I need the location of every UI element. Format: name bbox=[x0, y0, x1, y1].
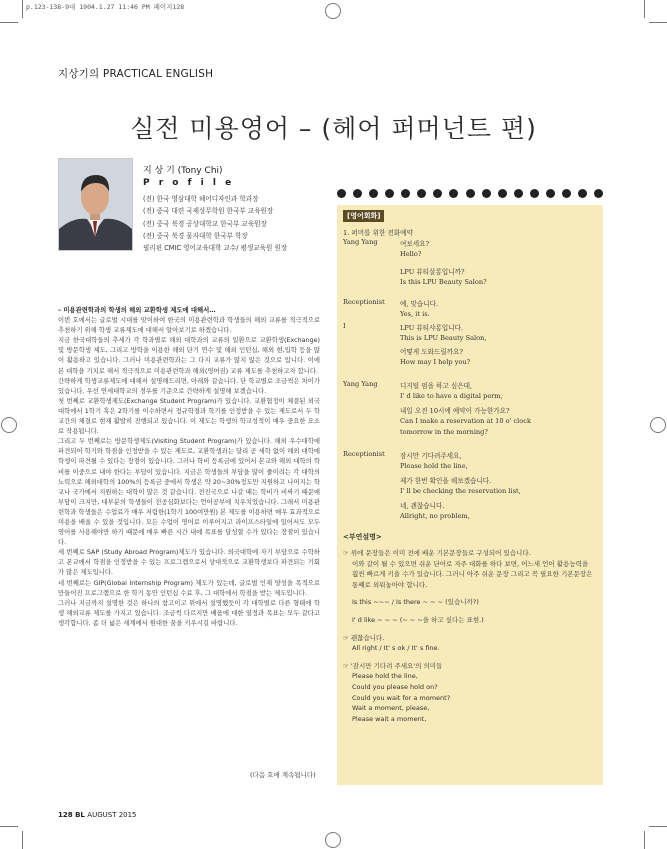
article-paragraph: 이번 호에서는 글로벌 시대를 맞이하여 한국의 미용관련학과 학생들의 해외 교류를 적극적으로 추천하기 위해 학생 교류제도에 대해서 알아보기로 하겠습니다. bbox=[58, 317, 320, 335]
article-paragraph: 세 번째로 SAP (Study Abroad Program)제도가 있습니다. 외국대학에 자기 부담으로 수학하고 본교에서 학점을 인정받을 수 있는 프로그램으로서 상대적으로 교환학생보다 파견되는 기회가 많은 제도입니다. bbox=[58, 549, 320, 577]
dot-icon bbox=[578, 189, 587, 198]
dot-icon bbox=[498, 189, 507, 198]
crop-mark bbox=[649, 826, 667, 827]
dialogue-line: Please hold the line, bbox=[400, 462, 468, 470]
profile-item: 필리핀 CMIC 영어교육대학 교수/ 평생교육원 원장 bbox=[143, 244, 288, 253]
dialogue-line: I' ll be checking the reservation list, bbox=[400, 487, 521, 495]
author-portrait-icon bbox=[59, 159, 132, 250]
dialogue-heading: 1. 퍼머를 위한 전화예약 bbox=[343, 229, 413, 237]
note-item: I' d like ~ ~ ~ (~ ~ ~을 하고 싶다는 표현.) bbox=[352, 615, 484, 624]
notes-heading: <부연설명> bbox=[343, 533, 382, 541]
crop-mark bbox=[22, 831, 23, 849]
dot-icon bbox=[337, 189, 346, 198]
article-lead: – 미용관련학과의 학생의 해외 교환학생 제도에 대해서… bbox=[58, 307, 216, 314]
dialogue-speaker: I bbox=[343, 322, 346, 330]
profile-heading: P r o f i l e bbox=[143, 178, 235, 188]
dot-icon bbox=[369, 189, 378, 198]
crop-mark bbox=[644, 0, 645, 18]
magazine-name: BL bbox=[75, 811, 85, 819]
crop-mark bbox=[0, 22, 18, 23]
registration-mark-icon bbox=[325, 3, 341, 19]
dialogue-line: This is LPU Beauty Salon, bbox=[400, 334, 487, 342]
page-title: 실전 미용영어 – (헤어 퍼머넌트 편) bbox=[130, 114, 537, 143]
profile-item: (전) 중국 북경 공상대학교 한국부 교육원장 bbox=[143, 219, 267, 228]
note-item: All right / It' s ok / It' s fine. bbox=[352, 644, 440, 653]
dot-icon bbox=[514, 189, 523, 198]
dialogue-line: 여보세요? bbox=[400, 240, 430, 248]
dialogue-line: Can I make a reservation at 10 o' clock bbox=[400, 417, 531, 425]
profile-item: (전) 중국 북경 물자대학 한국부 학장 bbox=[143, 231, 248, 240]
dot-icon bbox=[562, 189, 571, 198]
article-paragraph: 네 번째로는 GIP(Global Internship Program) 제도가 있는데, 글로벌 인재 양성을 목적으로 만들어진 프로그램으로 한 학기 동안 인턴십 수료 후, 그 대학에서 학점을 받는 제도입니다. bbox=[58, 579, 320, 597]
dialogue-line: How may I help you? bbox=[400, 358, 471, 366]
profile-item: (전) 한국 영삼대학 헤어디자인과 학과장 bbox=[143, 195, 259, 203]
dialogue-line: 어떻게 도와드릴까요? bbox=[400, 348, 463, 356]
dot-icon bbox=[385, 189, 394, 198]
crop-mark bbox=[649, 22, 667, 23]
dot-icon bbox=[417, 189, 426, 198]
dialogue-line: Allright, no problem, bbox=[400, 512, 470, 520]
page-number: 128 bbox=[58, 811, 73, 819]
crop-mark bbox=[22, 0, 23, 18]
dialogue-line: Is this LPU Beauty Salon? bbox=[400, 278, 487, 286]
note-item: ☞ 위에 문장들은 이미 전에 배운 기본문장들로 구성되어 있습니다. bbox=[343, 549, 531, 557]
dialogue-speaker: Receptionist bbox=[343, 450, 385, 458]
page-footer bbox=[58, 811, 137, 819]
dot-icon bbox=[433, 189, 442, 198]
dot-icon bbox=[482, 189, 491, 198]
crop-mark bbox=[644, 831, 645, 849]
dot-icon bbox=[530, 189, 539, 198]
note-item: Wait a moment, please, bbox=[352, 704, 430, 713]
article-paragraph: 그리고 두 번째로는 방문학생제도(Visiting Student Program)가 있습니다. 해외 우수대학에 파견되어 학기와 학점을 인정받을 수 있는 제도로, 교환학생과는 달리 곧 세학 없이 해외 대학에 학생이 파견될 수 있다는 장점이 있습니다. 그러나 학비 등록금에 있어서 본교와 해외 대학의 학비를 이중으로 내야 한다는 부담이 있습니다. 지금은 학생들의 부담을 많이 줄이려는 각 대학의 노력으로 해외대학의 100%의 등록금 중에서 학생은 약 20~30%정도만 지원하고 나머지는 학교나 국가에서 지원하는 대학이 많은 것 같습니다. 전진국으로 나갈 때는 학비가 비싸기 때문에 부담이 크지만, 대부분의 학생들이 전공심화보다는 언어공부에 치우치었습니다. 그래서 미용관련학과 학생들은 수업료가 매우 저렴한(1학기 100여만원) 본 제도를 이용하면 매우 효과적으로 미용을 배울 수 있을 것입니다. 모든 수업이 영어로 이루어지고 라이프스타일에 있어서도 모두 영어를 사용해야만 하기 때문에 매우 빠른 시간 내에 목표를 달성할 수가 있다는 장점이 있습니다. bbox=[58, 438, 320, 547]
dialogue-line: LPU 뷰티살롱입니까? bbox=[400, 268, 465, 276]
author-photo bbox=[58, 158, 133, 251]
dialogue-line: 제가 한번 확인을 해보겠습니다. bbox=[400, 477, 492, 485]
dialogue-speaker: Yang Yang bbox=[343, 238, 378, 246]
author-name: 지 상 기 (Tony Chi) bbox=[143, 166, 223, 176]
continued-note: (다음 호에 계속됩니다) bbox=[250, 771, 316, 779]
dialogue-line: I' d like to have a digital perm, bbox=[400, 392, 503, 400]
note-item: 이와 같이 될 수 있으면 쉬운 단어로 자주 대화를 하다 보면, 어느새 언어 활용능력을 훨씬 빠르게 키울 수가 있습니다. 그러니 아주 쉬운 문장 그리고 꼭 필요한 기본문장은 통째로 외워놓아야 합니다. bbox=[352, 559, 593, 589]
notes bbox=[343, 548, 595, 724]
dialogue-tag: [영어회화] bbox=[343, 210, 384, 222]
dialogue-line: tomorrow in the morning? bbox=[400, 428, 488, 436]
dot-icon bbox=[353, 189, 362, 198]
issue-date: AUGUST 2015 bbox=[87, 811, 137, 819]
section-label: 지상기의 PRACTICAL ENGLISH bbox=[58, 68, 214, 80]
print-slug-text: p.123-138-9대 1904.1.27 11:46 PM 페이지128 bbox=[26, 3, 185, 11]
dialogue-line: 디지털 펌을 하고 싶은데, bbox=[400, 382, 473, 390]
article-paragraph: 지금 한국대학들의 추세가 각 학과별로 해외 대학과의 교류의 일환으로 교환학생(Exchange)및 방문학생 제도, 그리고 방학을 이용한 해외 단기 연수 및 해외 인턴십, 해외 현,입학 등을 많이 활용하고 있습니다. 그러나 미용관련학과는 그 다지 교류가 많지 않은 것으로 압니다. 이에 본 대학을 기치로 해서 적극적으로 미용관련학과 해외(영어권) 교류 제도를 추천하고자 합니다. bbox=[58, 337, 320, 375]
article-body bbox=[58, 306, 320, 629]
dot-icon bbox=[466, 189, 475, 198]
dialogue-line: Hello? bbox=[400, 250, 422, 258]
note-item: Could you wait for a moment? bbox=[352, 693, 451, 702]
article-paragraph: 간략하게 학생교류제도에 대해서 설명해드리면, 아래와 같습니다. 단 학교별로 조금씩은 차이가 있습니다. 우선 연세대학교의 경우를 기준으로 간략하게 설명해 보겠습니다. bbox=[58, 377, 320, 395]
note-item: Is this ~~~ / Is there ~ ~ ~ (있습니까?) bbox=[352, 598, 479, 607]
note-item: Please wait a moment, bbox=[352, 714, 427, 723]
article-paragraph: 첫 번째로 교환학생제도(Exchange Student Program)가 있습니다. 교환협정이 체결된 외국대학에서 1학기 혹은 2학기를 이수하면서 정규학점과 학기를 인정받을 수 있는 제도로서 두 학교간의 체결로 현재 활발히 진행되고 있습니다. 이 제도는 학생의 학교성적이 매우 중요한 요소로 작용됩니다. bbox=[58, 397, 320, 436]
dialogue-line: 잠시만 기다려주세요, bbox=[400, 452, 462, 460]
profile-list bbox=[143, 193, 287, 254]
dot-icon bbox=[546, 189, 555, 198]
registration-mark-icon bbox=[325, 832, 341, 848]
note-item: Please hold the line, bbox=[352, 672, 418, 681]
dot-icon bbox=[449, 189, 458, 198]
note-item: ☞ 괜찮습니다. bbox=[343, 633, 385, 642]
note-item: ☞ '잠시만 기다려 주세요'의 의미들 bbox=[343, 661, 443, 670]
profile-item: (전) 중국 대련 국제상무학원 한국부 교육원장 bbox=[143, 207, 274, 216]
registration-mark-icon bbox=[650, 417, 666, 433]
dot-divider bbox=[337, 186, 603, 200]
dialogue-line: 내일 오전 10시에 예약이 가능한가요? bbox=[400, 407, 510, 415]
dot-icon bbox=[401, 189, 410, 198]
dialogue-line: 네, 괜찮습니다. bbox=[400, 502, 445, 510]
dot-icon bbox=[594, 189, 603, 198]
crop-mark bbox=[0, 826, 18, 827]
article-paragraph: 그러나 지금까지 설명한 것은 하나의 참고이고 위에서 설명했듯이 각 대학별로 다른 형태에 학생 해외교류 제도를 가지고 있습니다. 조금씩 다르지만 배움에 대한 열정과 목표는 모두 같다고 생각합니다. 좀 더 넓은 세계에서 원대한 꿈을 키우시길 바랍니다. bbox=[58, 599, 320, 627]
dialogue-line: 예, 맞습니다. bbox=[400, 300, 439, 308]
registration-mark-icon bbox=[1, 417, 17, 433]
dialogue-line: Yes, it is. bbox=[400, 310, 430, 318]
dialogue-speaker: Yang Yang bbox=[343, 380, 378, 388]
dialogue-speaker: Receptionist bbox=[343, 298, 385, 306]
dialogue-line: LPU 뷰티샤롱입니다. bbox=[400, 324, 464, 332]
note-item: Could you please hold on? bbox=[352, 682, 438, 691]
